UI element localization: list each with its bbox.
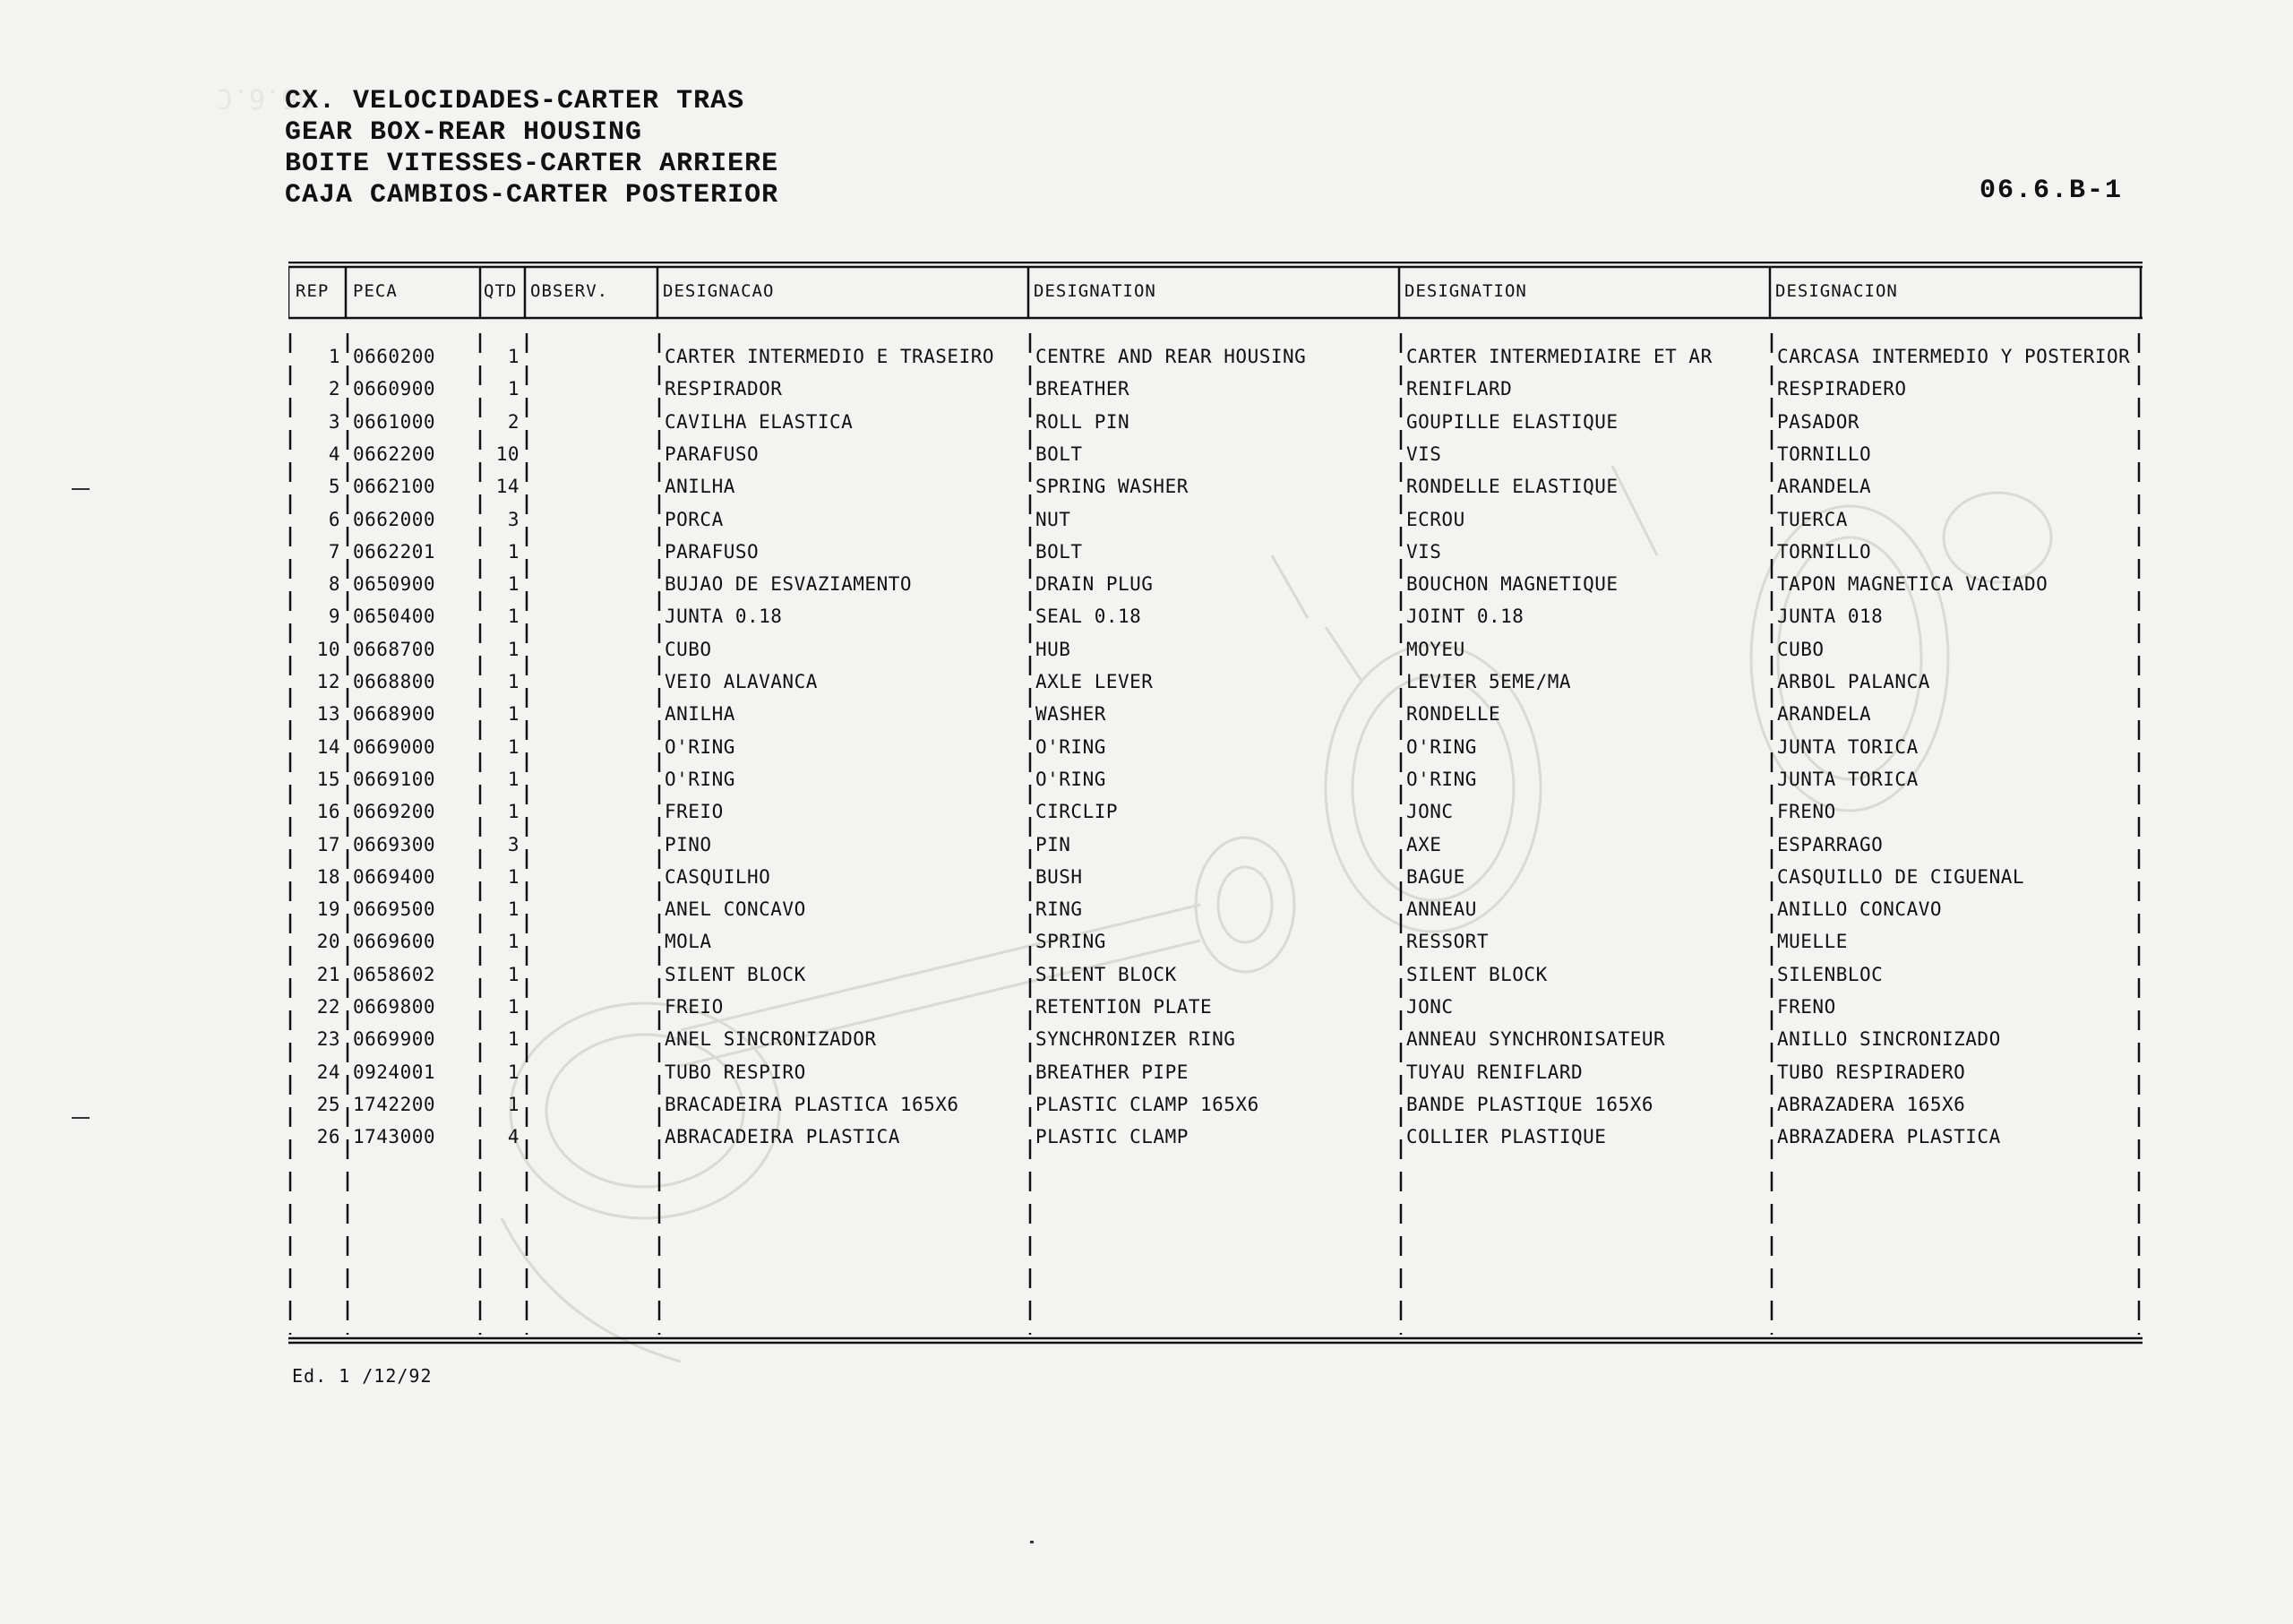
rep-cell: 12 [316,671,340,692]
rep-cell: 26 [316,1126,340,1148]
part-number-cell: 0662201 [353,540,436,563]
part-number-cell: 0660900 [353,378,436,400]
designacao-cell: VEIO ALAVANCA [665,671,818,692]
table-row [288,1028,2143,1061]
designation-en-cell: BREATHER PIPE [1035,1061,1189,1083]
title-spanish: CAJA CAMBIOS-CARTER POSTERIOR [285,180,779,211]
quantity-cell: 1 [507,1093,520,1115]
quantity-cell: 1 [507,768,520,790]
designacion-cell: ARANDELA [1777,703,1872,726]
designation-fr-cell: ANNEAU SYNCHRONISATEUR [1406,1028,1666,1051]
column-header-designation-fr: DESIGNATION [1404,281,1527,301]
designation-fr-cell: JONC [1406,996,1454,1018]
designacao-cell: CUBO [665,638,712,660]
designation-fr-cell: VIS [1406,443,1442,465]
designation-fr-cell: JONC [1406,801,1454,823]
designacao-cell: JUNTA 0.18 [665,606,783,628]
rep-cell: 22 [316,996,340,1018]
designacao-cell: ABRACADEIRA PLASTICA [665,1126,900,1148]
title-block [285,86,778,211]
table-row [288,606,2143,638]
quantity-cell: 1 [507,1061,520,1083]
part-number-cell: 0668700 [353,638,436,660]
rep-cell: 20 [316,931,340,953]
quantity-cell: 4 [507,1126,520,1148]
part-number-cell: 0669500 [353,898,436,921]
rep-cell: 7 [328,540,340,563]
designation-en-cell: SILENT BLOCK [1035,963,1177,985]
table-row [288,769,2143,801]
quantity-cell: 1 [507,540,520,563]
designation-en-cell: NUT [1035,508,1071,530]
rep-cell: 17 [316,833,340,855]
designacao-cell: ANILHA [665,476,735,498]
designacao-cell: CAVILHA ELASTICA [665,410,854,433]
quantity-cell: 1 [507,801,520,823]
designacao-cell: FREIO [665,801,724,823]
quantity-cell: 1 [507,346,520,367]
designation-en-cell: ROLL PIN [1035,410,1130,433]
designation-en-cell: PLASTIC CLAMP [1035,1126,1189,1148]
designation-fr-cell: JOINT 0.18 [1406,606,1524,628]
designacion-cell: CUBO [1777,638,1825,660]
designacion-cell: TUBO RESPIRADERO [1777,1061,1966,1083]
table-row [288,346,2143,378]
title-french: BOITE VITESSES-CARTER ARRIERE [285,149,779,179]
designacao-cell: PARAFUSO [665,443,760,465]
rep-cell: 13 [316,703,340,726]
designacion-cell: ANILLO SINCRONIZADO [1777,1028,2001,1051]
designacion-cell: FRENO [1777,801,1836,823]
designation-fr-cell: TUYAU RENIFLARD [1406,1061,1584,1083]
edition-date: Ed. 1 /12/92 [292,1365,433,1387]
rep-cell: 23 [316,1028,340,1051]
part-number-cell: 0669800 [353,996,436,1018]
designacao-cell: BUJAO DE ESVAZIAMENTO [665,573,913,596]
part-number-cell: 0668800 [353,671,436,692]
rep-cell: 6 [328,508,340,530]
table-row [288,671,2143,703]
designation-en-cell: O'RING [1035,735,1106,758]
margin-mark [72,1117,90,1119]
designacion-cell: ANILLO CONCAVO [1777,898,1943,921]
column-header-observ: OBSERV. [530,281,609,301]
rep-cell: 16 [316,801,340,823]
quantity-cell: 1 [507,735,520,758]
designation-en-cell: BUSH [1035,865,1083,888]
rep-cell: 19 [316,898,340,921]
rep-cell: 9 [328,606,340,628]
rep-cell: 8 [328,573,340,596]
designacion-cell: ARANDELA [1777,476,1872,498]
quantity-cell: 10 [495,443,520,465]
designacao-cell: TUBO RESPIRO [665,1061,806,1083]
table-row [288,1061,2143,1094]
rep-cell: 10 [316,638,340,660]
designation-en-cell: DRAIN PLUG [1035,573,1154,596]
designation-fr-cell: GOUPILLE ELASTIQUE [1406,410,1619,433]
quantity-cell: 1 [507,671,520,692]
designation-fr-cell: ECROU [1406,508,1465,530]
table-row [288,801,2143,833]
table-row [288,996,2143,1028]
quantity-cell: 3 [507,833,520,855]
designacao-cell: ANILHA [665,703,735,726]
designacao-cell: PORCA [665,508,724,530]
part-number-cell: 0669400 [353,865,436,888]
column-header-designation-en: DESIGNATION [1034,281,1156,301]
designation-fr-cell: O'RING [1406,768,1477,790]
rep-cell: 18 [316,865,340,888]
quantity-cell: 1 [507,963,520,985]
designation-fr-cell: COLLIER PLASTIQUE [1406,1126,1607,1148]
scan-speck [1030,1541,1034,1543]
part-number-cell: 1743000 [353,1126,436,1148]
designation-fr-cell: SILENT BLOCK [1406,963,1548,985]
designacion-cell: ABRAZADERA PLASTICA [1777,1126,2001,1148]
designation-en-cell: BREATHER [1035,378,1130,400]
part-number-cell: 0669900 [353,1028,436,1051]
designacion-cell: JUNTA TORICA [1777,768,1919,790]
table-row [288,378,2143,410]
designation-fr-cell: RONDELLE ELASTIQUE [1406,476,1619,498]
column-header-designacao: DESIGNACAO [663,281,775,301]
table-row [288,1126,2143,1158]
part-number-cell: 0660200 [353,346,436,367]
table-row [288,898,2143,931]
table-row [288,509,2143,541]
rep-cell: 25 [316,1093,340,1115]
designation-fr-cell: ANNEAU [1406,898,1477,921]
table-row [288,443,2143,476]
designacao-cell: ANEL SINCRONIZADOR [665,1028,877,1051]
designation-fr-cell: RONDELLE [1406,703,1501,726]
part-number-cell: 0662000 [353,508,436,530]
part-number-cell: 0662200 [353,443,436,465]
rep-cell: 3 [328,410,340,433]
designation-en-cell: AXLE LEVER [1035,671,1154,692]
parts-table [288,262,2143,1347]
quantity-cell: 1 [507,378,520,400]
designacao-cell: SILENT BLOCK [665,963,806,985]
designation-fr-cell: LEVIER 5EME/MA [1406,671,1572,692]
quantity-cell: 1 [507,1028,520,1051]
title-english: GEAR BOX-REAR HOUSING [285,117,643,148]
rep-cell: 1 [328,346,340,367]
part-number-cell: 0650900 [353,573,436,596]
table-row [288,964,2143,996]
column-header-rep: REP [296,281,330,301]
designacao-cell: ANEL CONCAVO [665,898,806,921]
part-number-cell: 0924001 [353,1061,436,1083]
designacion-cell: SILENBLOC [1777,963,1884,985]
title-portuguese: CX. VELOCIDADES-CARTER TRAS [285,86,745,116]
table-row [288,866,2143,898]
quantity-cell: 1 [507,606,520,628]
designation-en-cell: RING [1035,898,1083,921]
table-row [288,411,2143,443]
rep-cell: 24 [316,1061,340,1083]
quantity-cell: 1 [507,638,520,660]
designation-fr-cell: CARTER INTERMEDIAIRE ET AR [1406,346,1713,367]
designation-en-cell: PLASTIC CLAMP 165X6 [1035,1093,1259,1115]
part-number-cell: 0669000 [353,735,436,758]
part-number-cell: 0669600 [353,931,436,953]
table-row [288,736,2143,769]
designacao-cell: O'RING [665,735,735,758]
designation-en-cell: SYNCHRONIZER RING [1035,1028,1236,1051]
designacion-cell: TORNILLO [1777,443,1872,465]
column-header-qtd: QTD [484,281,518,301]
quantity-cell: 14 [495,476,520,498]
table-row [288,1094,2143,1126]
designation-en-cell: RETENTION PLATE [1035,996,1213,1018]
designacion-cell: TUERCA [1777,508,1848,530]
part-number-cell: 0650400 [353,606,436,628]
part-number-cell: 0661000 [353,410,436,433]
svg-text:06.6.C: 06.6.C [216,82,313,114]
quantity-cell: 3 [507,508,520,530]
designacao-cell: PARAFUSO [665,540,760,563]
designacion-cell: TAPON MAGNETICA VACIADO [1777,573,2048,596]
table-row [288,476,2143,508]
column-header-peca: PECA [353,281,398,301]
designation-en-cell: CENTRE AND REAR HOUSING [1035,346,1307,367]
part-number-cell: 0668900 [353,703,436,726]
designacao-cell: CARTER INTERMEDIO E TRASEIRO [665,346,995,367]
designation-en-cell: O'RING [1035,768,1106,790]
designation-en-cell: SPRING WASHER [1035,476,1189,498]
designacion-cell: FRENO [1777,996,1836,1018]
table-row [288,639,2143,671]
designacion-cell: CASQUILLO DE CIGUENAL [1777,865,2025,888]
quantity-cell: 1 [507,931,520,953]
designation-en-cell: SPRING [1035,931,1106,953]
designacion-cell: JUNTA 018 [1777,606,1884,628]
part-number-cell: 0662100 [353,476,436,498]
designacao-cell: BRACADEIRA PLASTICA 165X6 [665,1093,959,1115]
designacao-cell: MOLA [665,931,712,953]
designation-fr-cell: MOYEU [1406,638,1465,660]
designation-fr-cell: RESSORT [1406,931,1490,953]
table-row [288,541,2143,573]
designacion-cell: MUELLE [1777,931,1848,953]
designation-fr-cell: VIS [1406,540,1442,563]
designation-en-cell: CIRCLIP [1035,801,1119,823]
rep-cell: 14 [316,735,340,758]
part-number-cell: 1742200 [353,1093,436,1115]
part-number-cell: 0669100 [353,768,436,790]
designacao-cell: O'RING [665,768,735,790]
designation-en-cell: BOLT [1035,540,1083,563]
designation-fr-cell: O'RING [1406,735,1477,758]
designacion-cell: CARCASA INTERMEDIO Y POSTERIOR [1777,346,2131,367]
quantity-cell: 1 [507,703,520,726]
designation-en-cell: WASHER [1035,703,1106,726]
designacion-cell: RESPIRADERO [1777,378,1907,400]
page-reference: 06.6.B-1 [1980,176,2124,206]
column-header-designacion: DESIGNACION [1775,281,1898,301]
designation-en-cell: BOLT [1035,443,1083,465]
rep-cell: 4 [328,443,340,465]
designacion-cell: JUNTA TORICA [1777,735,1919,758]
quantity-cell: 2 [507,410,520,433]
table-row [288,703,2143,735]
designation-fr-cell: AXE [1406,833,1442,855]
designacao-cell: CASQUILHO [665,865,771,888]
part-number-cell: 0669200 [353,801,436,823]
designation-en-cell: SEAL 0.18 [1035,606,1142,628]
designation-en-cell: PIN [1035,833,1071,855]
designation-fr-cell: BOUCHON MAGNETIQUE [1406,573,1619,596]
table-row [288,573,2143,606]
designacion-cell: ESPARRAGO [1777,833,1884,855]
designacion-cell: PASADOR [1777,410,1860,433]
quantity-cell: 1 [507,996,520,1018]
rep-cell: 2 [328,378,340,400]
designacao-cell: FREIO [665,996,724,1018]
part-number-cell: 0669300 [353,833,436,855]
quantity-cell: 1 [507,865,520,888]
designacao-cell: PINO [665,833,712,855]
rep-cell: 21 [316,963,340,985]
rep-cell: 5 [328,476,340,498]
designacion-cell: TORNILLO [1777,540,1872,563]
designation-fr-cell: BANDE PLASTIQUE 165X6 [1406,1093,1654,1115]
table-row [288,834,2143,866]
designation-fr-cell: BAGUE [1406,865,1465,888]
designacao-cell: RESPIRADOR [665,378,783,400]
designacion-cell: ARBOL PALANCA [1777,671,1930,692]
designation-fr-cell: RENIFLARD [1406,378,1513,400]
quantity-cell: 1 [507,898,520,921]
designation-en-cell: HUB [1035,638,1071,660]
rep-cell: 15 [316,768,340,790]
part-number-cell: 0658602 [353,963,436,985]
table-row [288,931,2143,963]
margin-mark [72,488,90,490]
designacion-cell: ABRAZADERA 165X6 [1777,1093,1966,1115]
quantity-cell: 1 [507,573,520,596]
